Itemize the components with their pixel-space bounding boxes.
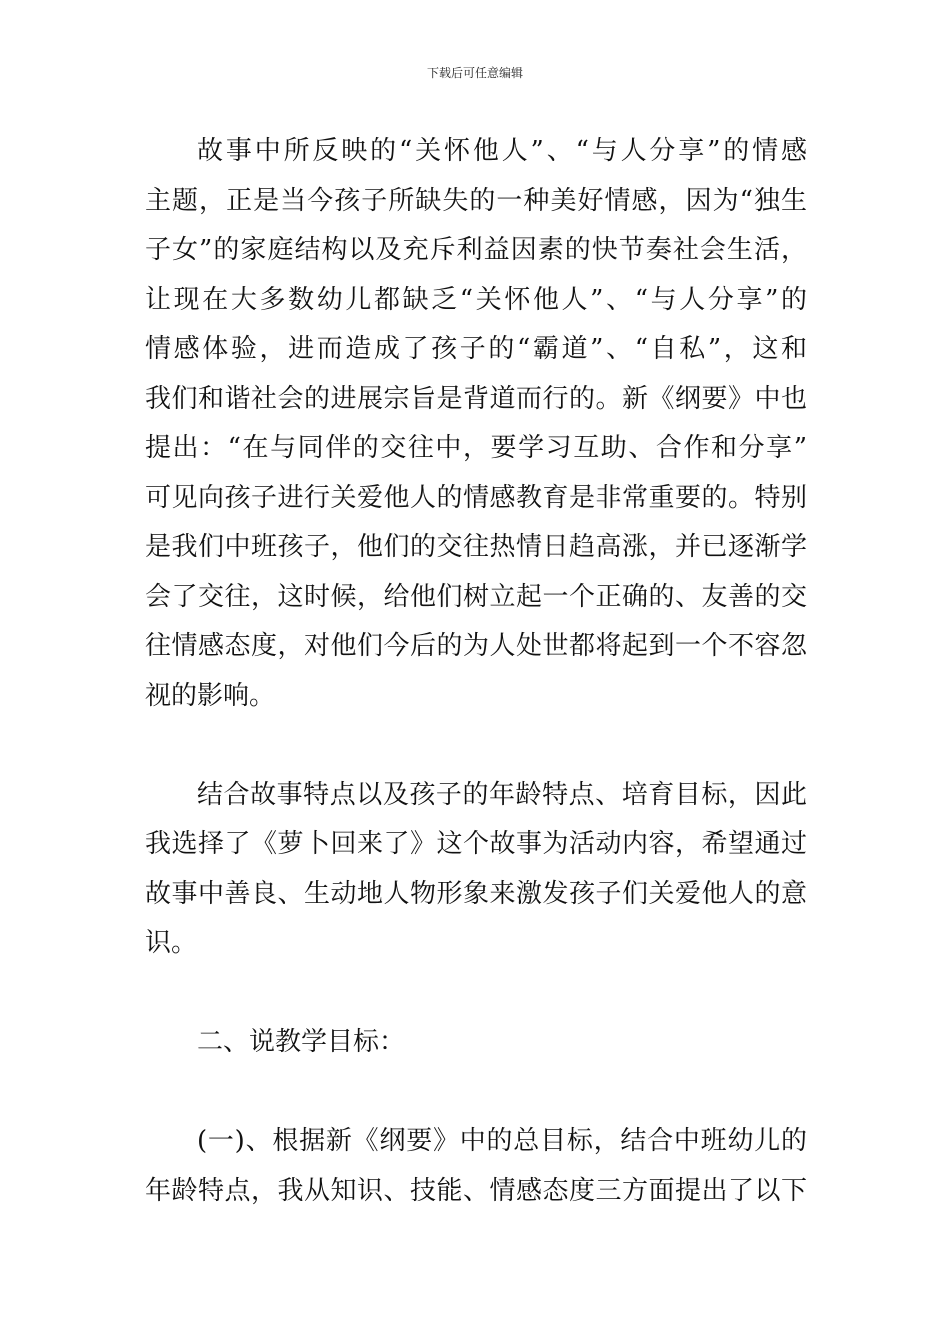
text-line: 我们和谐社会的进展宗旨是背道而行的。新《纲要》中也 [145, 383, 807, 414]
paragraph-objectives [145, 1117, 807, 1216]
text-line: 提出：“在与同伴的交往中，要学习互助、合作和分享” [145, 433, 807, 463]
text-line: 会了交往，这时候，给他们树立起一个正确的、友善的交 [145, 581, 807, 612]
text-line: 故事中善良、生动地人物形象来激发孩子们关爱他人的意 [145, 878, 807, 909]
text-line: 可见向孩子进行关爱他人的情感教育是非常重要的。特别 [145, 482, 807, 513]
text-line: 子女”的家庭结构以及充斥利益因素的快节奏社会生活， [145, 235, 807, 265]
text-line: 故事中所反映的“关怀他人”、“与人分享”的情感 [197, 136, 807, 166]
text-line: 是我们中班孩子，他们的交往热情日趋高涨，并已逐渐学 [145, 532, 807, 562]
document-body [145, 127, 807, 1216]
paragraph-gap [145, 1068, 807, 1118]
page-header: 下载后可任意编辑 [426, 66, 523, 80]
text-line: 往情感态度，对他们今后的为人处世都将起到一个不容忽 [145, 631, 807, 661]
text-line: 结合故事特点以及孩子的年龄特点、培育目标，因此 [197, 779, 807, 810]
paragraph-gap [145, 969, 807, 1019]
text-line: 情感体验，进而造成了孩子的“霸道”、“自私”，这和 [145, 334, 807, 364]
text-line: 年龄特点，我从知识、技能、情感态度三方面提出了以下 [145, 1175, 807, 1206]
paragraph-background [145, 127, 807, 721]
section-heading [145, 1018, 807, 1068]
text-line: 我选择了《萝卜回来了》这个故事为活动内容，希望通过 [145, 829, 807, 859]
text-line: 让现在大多数幼儿都缺乏“关怀他人”、“与人分享”的 [145, 284, 807, 315]
paragraph-story-choice [145, 771, 807, 969]
text-line: 主题，正是当今孩子所缺失的一种美好情感，因为“独生 [145, 185, 807, 216]
heading-line: 二、说教学目标： [197, 1027, 406, 1057]
text-line: 视的影响。 [145, 680, 276, 711]
text-line: (一)、根据新《纲要》中的总目标，结合中班幼儿的 [197, 1126, 807, 1156]
text-line: 识。 [145, 928, 198, 958]
paragraph-gap [145, 721, 807, 771]
